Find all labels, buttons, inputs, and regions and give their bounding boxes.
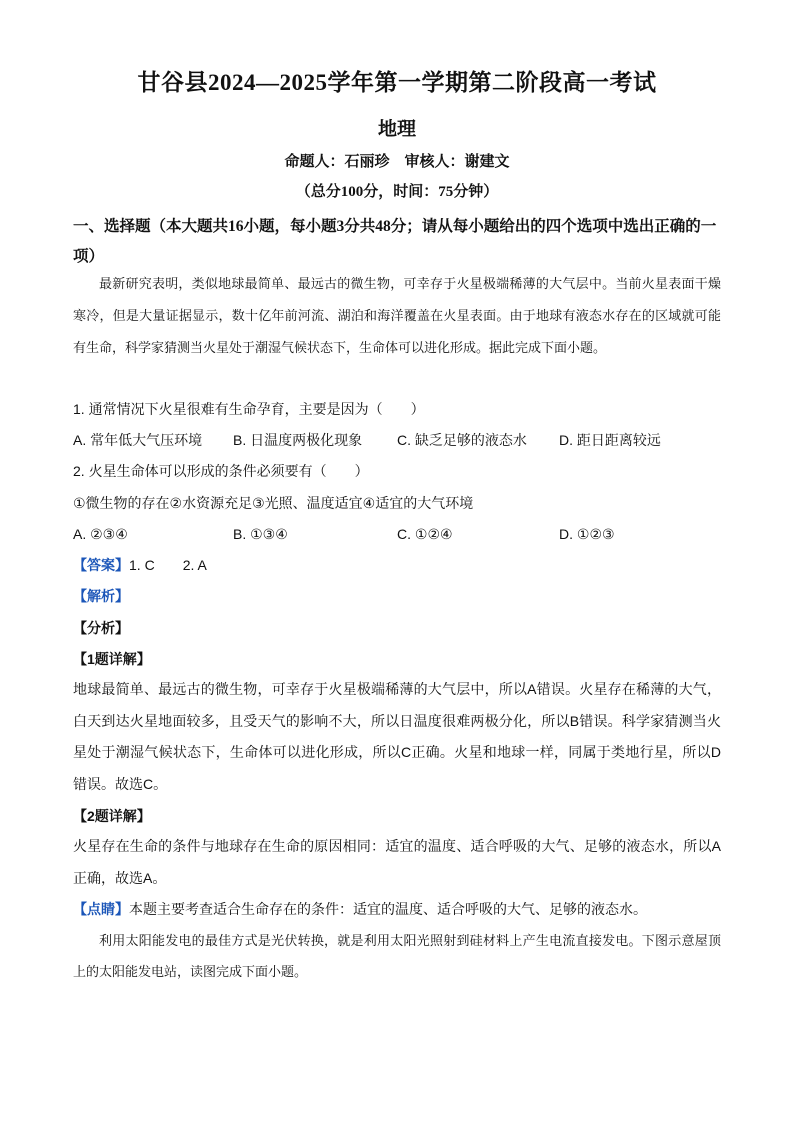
detail-1-label: 【1题详解】 — [73, 651, 151, 667]
detail-2-label: 【2题详解】 — [73, 808, 151, 824]
subject-title: 地理 — [377, 119, 416, 140]
section-heading: 一、选择题（本大题共16小题，每小题3分共48分；请从每小题给出的四个选项中选出正确的一项） — [73, 218, 717, 265]
dianjing-line — [73, 898, 723, 920]
passage-solar: 利用太阳能发电的最佳方式是光伏转换，就是利用太阳光照射到硅材料上产生电流直接发电。下图示意屋顶上的太阳能发电站，读图完成下面小题。 — [73, 933, 721, 979]
fenxi-label: 【分析】 — [73, 620, 129, 636]
q2-option-d: D. ①②③ — [559, 526, 615, 542]
question-2-conditions: ①微生物的存在②水资源充足③光照、温度适宜④适宜的大气环境 — [73, 495, 474, 511]
q1-option-b: B. 日温度两极化现象 — [233, 432, 363, 448]
q2-option-b: B. ①③④ — [233, 526, 288, 542]
dianjing-label: 【点睛】 — [73, 901, 129, 917]
question-1-options — [73, 429, 723, 451]
question-2-options — [73, 523, 723, 545]
answer-q2: 2. A — [182, 557, 207, 573]
q1-option-c: C. 缺乏足够的液态水 — [397, 432, 527, 448]
analysis-label: 【解析】 — [73, 588, 129, 604]
detail-2-text: 火星存在生命的条件与地球存在生命的原因相同：适宜的温度、适合呼吸的大气、足够的液态水，所以A正确，故选A。 — [73, 838, 721, 886]
answer-q1: 1. C — [129, 557, 155, 573]
answer-line — [73, 554, 723, 576]
detail-1-text: 地球最简单、最远古的微生物，可幸存于火星极端稀薄的大气层中，所以A错误。火星存在稀薄的大气，白天到达火星地面较多，且受天气的影响不大，所以日温度很难两极分化，所以B错误。科学家猜测当火星处于潮湿气候状态下，生命体可以进化形成，所以C正确。火星和地球一样，同属于类地行星，所以D错误。故选C。 — [73, 681, 721, 792]
q1-option-a: A. 常年低大气压环境 — [73, 432, 203, 448]
question-1-stem: 1. 通常情况下火星很难有生命孕育，主要是因为（ ） — [73, 401, 425, 417]
passage-mars: 最新研究表明，类似地球最简单、最远古的微生物，可幸存于火星极端稀薄的大气层中。当前火星表面干燥寒冷，但是大量证据显示，数十亿年前河流、湖泊和海洋覆盖在火星表面。由于地球有液态水存在的区域就可能有生命，科学家猜测当火星处于潮湿气候状态下，生命体可以进化形成。据此完成下面小题。 — [73, 276, 721, 355]
q1-option-d: D. 距日距离较远 — [559, 432, 661, 448]
q2-option-c: C. ①②④ — [397, 526, 453, 542]
question-2-stem: 2. 火星生命体可以形成的条件必须要有（ ） — [73, 463, 369, 479]
exam-title: 甘谷县2024—2025学年第一学期第二阶段高一考试 — [137, 70, 657, 95]
answer-label: 【答案】 — [73, 557, 129, 573]
score-time-line: （总分100分，时间：75分钟） — [295, 184, 499, 200]
authors-line: 命题人：石丽珍 审核人：谢建文 — [284, 154, 510, 170]
dianjing-text: 本题主要考查适合生命存在的条件：适宜的温度、适合呼吸的大气、足够的液态水。 — [129, 901, 647, 917]
q2-option-a: A. ②③④ — [73, 526, 128, 542]
